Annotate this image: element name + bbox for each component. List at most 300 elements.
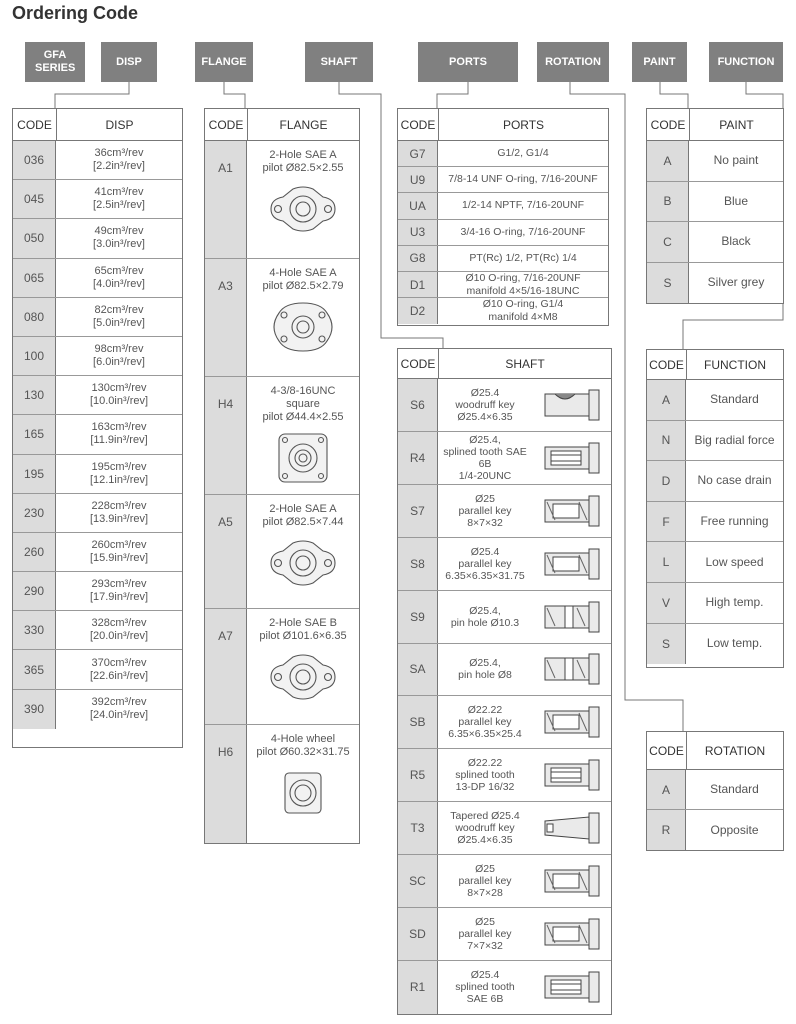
desc-line-1: 65cm³/rev xyxy=(94,264,144,277)
desc-line-1: 328cm³/rev xyxy=(91,617,147,630)
desc-line-2: [5.0in³/rev] xyxy=(93,316,145,329)
desc-line: 1/4-20UNC xyxy=(458,469,512,482)
desc-line: Ø25.4 xyxy=(470,969,500,982)
desc-cell xyxy=(438,298,608,324)
rotation-table-header xyxy=(647,732,783,770)
desc-line: woodruff key xyxy=(455,398,515,411)
parallel-key-shaft-icon xyxy=(532,855,611,907)
desc-cell xyxy=(438,485,532,537)
table-row xyxy=(13,533,182,572)
desc-cell xyxy=(438,749,532,801)
desc-line-2: [3.0in³/rev] xyxy=(93,238,145,251)
code-cell: T3 xyxy=(398,802,438,854)
desc-line: Ø25.4 xyxy=(470,545,500,558)
code-cell: U3 xyxy=(398,220,438,245)
desc-line-2: [6.0in³/rev] xyxy=(93,356,145,369)
code-cell: U9 xyxy=(398,167,438,192)
desc-cell xyxy=(56,141,182,179)
desc-line: pilot Ø60.32×31.75 xyxy=(256,746,350,758)
table-row xyxy=(13,376,182,415)
desc-line: pilot Ø82.5×2.55 xyxy=(262,162,344,174)
desc-cell: Low speed xyxy=(705,554,764,569)
table-row xyxy=(398,855,611,908)
table-row xyxy=(647,222,783,263)
desc-line-2: manifold 4×M8 xyxy=(488,311,558,324)
table-row xyxy=(398,193,608,219)
desc-line: pilot Ø82.5×7.44 xyxy=(262,516,344,528)
desc-cell xyxy=(438,167,608,192)
code-cell: A xyxy=(647,770,686,809)
desc-line-1: 370cm³/rev xyxy=(91,656,147,669)
code-cell: 230 xyxy=(13,494,56,532)
header-box-flange xyxy=(195,42,253,82)
desc-line: 13-DP 16/32 xyxy=(455,781,515,794)
desc-cell xyxy=(56,376,182,414)
table-row xyxy=(398,485,611,538)
table-row xyxy=(13,455,182,494)
woodruff-key-shaft-icon xyxy=(532,379,611,431)
code-cell: S6 xyxy=(398,379,438,431)
code-cell: A xyxy=(647,380,686,420)
header-box-series-label: GFA SERIES xyxy=(35,49,76,74)
desc-cell: High temp. xyxy=(705,595,764,610)
desc-line: pin hole Ø10.3 xyxy=(450,616,520,629)
desc-line-1: Ø10 O-ring, G1/4 xyxy=(482,298,564,311)
desc-line: 4-3/8-16UNC xyxy=(270,385,336,397)
code-cell: H4 xyxy=(205,377,247,494)
desc-line: 6.35×6.35×31.75 xyxy=(445,569,525,582)
table-row xyxy=(647,421,783,462)
desc-line-1: G1/2, G1/4 xyxy=(497,147,549,160)
code-cell: SC xyxy=(398,855,438,907)
desc-line-1: 163cm³/rev xyxy=(91,421,147,434)
desc-line: Ø22.22 xyxy=(467,757,503,770)
desc-lines xyxy=(451,605,519,629)
parallel-key-shaft-icon xyxy=(532,696,611,748)
desc-line: 8×7×28 xyxy=(467,887,503,900)
disp-table-header xyxy=(13,109,182,141)
table-row xyxy=(398,696,611,749)
shaft-table xyxy=(397,348,612,1015)
table-row xyxy=(647,182,783,223)
table-row xyxy=(13,259,182,298)
desc-line: pin hole Ø8 xyxy=(458,669,512,682)
desc-line: Ø25.4, xyxy=(469,657,501,670)
desc-line-1: 228cm³/rev xyxy=(91,499,147,512)
header-box-series xyxy=(25,42,85,82)
desc-lines xyxy=(458,493,511,529)
desc-line-1: 82cm³/rev xyxy=(94,303,144,316)
desc-line: Ø25 xyxy=(475,916,495,929)
desc-lines xyxy=(450,810,519,846)
desc-cell: Black xyxy=(721,234,751,249)
header-box-function xyxy=(709,42,783,82)
table-row xyxy=(647,502,783,543)
desc-cell xyxy=(56,219,182,257)
code-cell: D1 xyxy=(398,272,438,297)
desc-line-1: 98cm³/rev xyxy=(94,343,144,356)
desc-cell xyxy=(438,141,608,166)
table-row xyxy=(398,591,611,644)
table-row xyxy=(398,749,611,802)
desc-line-2: manifold 4×5/16-18UNC xyxy=(466,284,580,297)
desc-line: parallel key xyxy=(458,557,512,570)
code-cell: R xyxy=(647,810,686,850)
header-box-rotation-label: ROTATION xyxy=(545,55,601,68)
disp-rows xyxy=(13,141,182,729)
code-cell: R5 xyxy=(398,749,438,801)
desc-cell xyxy=(56,259,182,297)
code-cell: B xyxy=(647,182,689,222)
desc-line-2: [4.0in³/rev] xyxy=(93,277,145,290)
code-cell: R1 xyxy=(398,961,438,1014)
table-row xyxy=(13,337,182,376)
desc-line: 4-Hole SAE A xyxy=(269,267,337,279)
parallel-key-shaft-icon xyxy=(532,908,611,960)
desc-cell: Standard xyxy=(710,782,759,796)
table-row xyxy=(398,220,608,246)
desc-line: pilot Ø82.5×2.79 xyxy=(262,280,344,292)
desc-line-1: PT(Rc) 1/2, PT(Rc) 1/4 xyxy=(469,251,577,264)
header-box-shaft-label: SHAFT xyxy=(320,55,358,68)
desc-line-2: [24.0in³/rev] xyxy=(89,709,149,722)
table-row xyxy=(13,219,182,258)
desc-cell xyxy=(438,961,532,1014)
desc-line-1: 293cm³/rev xyxy=(91,578,147,591)
header-box-disp-label: DISP xyxy=(116,55,142,68)
desc-line-2: [13.9in³/rev] xyxy=(89,512,149,525)
desc-cell xyxy=(56,572,182,610)
table-row xyxy=(647,380,783,421)
desc-line: parallel key xyxy=(458,504,512,517)
ports-desc-header: PORTS xyxy=(502,117,545,132)
wheel-flange-icon xyxy=(265,765,341,825)
desc-line-1: 1/2-14 NPTF, 7/16-20UNF xyxy=(462,199,584,212)
square-flange-icon xyxy=(265,430,341,490)
desc-cell xyxy=(247,377,359,494)
desc-line-2: [17.9in³/rev] xyxy=(89,591,149,604)
table-row xyxy=(13,180,182,219)
desc-line-1: 260cm³/rev xyxy=(91,538,147,551)
code-cell: 036 xyxy=(13,141,56,179)
ports-rows xyxy=(398,141,608,324)
function-table xyxy=(646,349,784,668)
table-row xyxy=(205,141,359,259)
desc-line: Ø25.4×6.35 xyxy=(457,834,513,847)
header-box-ports xyxy=(418,42,518,82)
desc-cell: Free running xyxy=(700,514,769,529)
desc-line: 2-Hole SAE A xyxy=(269,503,337,515)
desc-cell xyxy=(438,272,608,297)
code-cell: UA xyxy=(398,193,438,218)
desc-line-2: [2.5in³/rev] xyxy=(93,199,145,212)
code-cell: D xyxy=(647,461,686,501)
table-row xyxy=(13,298,182,337)
ports-code-header: CODE xyxy=(398,109,439,140)
desc-line: 6.35×6.35×25.4 xyxy=(448,728,522,741)
pin-hole-shaft-icon xyxy=(532,644,611,696)
desc-lines xyxy=(458,657,512,681)
desc-line: parallel key xyxy=(458,716,512,729)
table-row xyxy=(13,690,182,729)
code-cell: L xyxy=(647,542,686,582)
function-desc-header: FUNCTION xyxy=(704,357,766,372)
two-hole-flange-icon xyxy=(265,535,341,595)
desc-lines xyxy=(458,916,511,952)
desc-cell xyxy=(438,802,532,854)
splined-shaft-icon xyxy=(532,432,611,484)
desc-cell xyxy=(438,379,532,431)
shaft-desc-header: SHAFT xyxy=(505,356,545,371)
code-cell: A5 xyxy=(205,495,247,608)
desc-cell xyxy=(438,538,532,590)
desc-line: splined tooth xyxy=(455,769,515,782)
desc-line-1: 392cm³/rev xyxy=(91,696,147,709)
desc-cell xyxy=(247,141,359,258)
paint-table-header xyxy=(647,109,783,141)
desc-cell: Low temp. xyxy=(706,636,763,651)
code-cell: D2 xyxy=(398,298,438,324)
paint-table xyxy=(646,108,784,304)
code-cell: 100 xyxy=(13,337,56,375)
desc-line: Ø22.22 xyxy=(467,704,503,717)
function-table-header xyxy=(647,350,783,380)
desc-cell xyxy=(56,494,182,532)
disp-desc-header: DISP xyxy=(105,117,134,132)
code-cell: 260 xyxy=(13,533,56,571)
table-row xyxy=(647,624,783,665)
shaft-code-header: CODE xyxy=(398,349,439,378)
desc-cell xyxy=(247,725,359,843)
desc-cell xyxy=(247,259,359,376)
page-title: Ordering Code xyxy=(12,3,139,23)
code-cell: A xyxy=(647,141,689,181)
code-cell: SA xyxy=(398,644,438,696)
desc-line-2: [12.1in³/rev] xyxy=(89,473,149,486)
code-cell: SB xyxy=(398,696,438,748)
table-row xyxy=(205,377,359,495)
splined-shaft-icon xyxy=(532,749,611,801)
desc-line: Ø25.4 xyxy=(470,386,500,399)
code-cell: V xyxy=(647,583,686,623)
code-cell: G7 xyxy=(398,141,438,166)
desc-cell xyxy=(56,415,182,453)
code-cell: A3 xyxy=(205,259,247,376)
desc-line: Ø25.4×6.35 xyxy=(457,410,513,423)
code-cell: 365 xyxy=(13,650,56,688)
code-cell: 290 xyxy=(13,572,56,610)
flange-table-header xyxy=(205,109,359,141)
ports-table xyxy=(397,108,609,326)
table-row xyxy=(205,725,359,843)
code-cell: 390 xyxy=(13,690,56,729)
two-hole-flange-icon xyxy=(265,181,341,241)
table-row xyxy=(13,650,182,689)
table-row xyxy=(647,461,783,502)
code-cell: 165 xyxy=(13,415,56,453)
desc-cell xyxy=(438,246,608,271)
code-cell: 195 xyxy=(13,455,56,493)
table-row xyxy=(647,770,783,810)
table-row xyxy=(13,141,182,180)
desc-cell xyxy=(56,337,182,375)
table-row xyxy=(13,494,182,533)
table-row xyxy=(205,495,359,609)
code-cell: 330 xyxy=(13,611,56,649)
code-cell: S8 xyxy=(398,538,438,590)
desc-line: splined tooth SAE 6B xyxy=(443,445,527,470)
shaft-table-header xyxy=(398,349,611,379)
code-cell: SD xyxy=(398,908,438,960)
desc-cell: Big radial force xyxy=(694,432,775,447)
code-cell: S xyxy=(647,263,689,304)
header-box-flange-label: FLANGE xyxy=(201,55,247,68)
table-row xyxy=(398,644,611,697)
header-box-function-label: FUNCTION xyxy=(717,55,775,68)
table-row xyxy=(398,432,611,485)
desc-line: 7×7×32 xyxy=(467,940,503,953)
desc-line: Ø25.4, xyxy=(469,433,501,446)
desc-cell xyxy=(56,650,182,688)
desc-line: Tapered Ø25.4 xyxy=(450,810,520,823)
function-rows xyxy=(647,380,783,664)
desc-cell: Blue xyxy=(723,193,749,208)
paint-rows xyxy=(647,141,783,303)
table-row xyxy=(398,961,611,1014)
rotation-table xyxy=(646,731,784,851)
code-cell: A1 xyxy=(205,141,247,258)
table-row xyxy=(647,263,783,304)
code-cell: F xyxy=(647,502,686,542)
desc-cell xyxy=(438,591,532,643)
desc-cell xyxy=(438,220,608,245)
rotation-desc-header: ROTATION xyxy=(704,743,766,758)
desc-cell xyxy=(56,611,182,649)
desc-cell: No case drain xyxy=(697,473,772,488)
ports-table-header xyxy=(398,109,608,141)
table-row xyxy=(13,611,182,650)
desc-cell: Silver grey xyxy=(707,275,765,290)
header-box-rotation xyxy=(537,42,609,82)
desc-line-2: [22.6in³/rev] xyxy=(89,669,149,682)
rotation-code-header: CODE xyxy=(647,732,687,769)
parallel-key-shaft-icon xyxy=(532,538,611,590)
desc-line-2: [11.9in³/rev] xyxy=(90,434,148,447)
desc-line: parallel key xyxy=(458,928,512,941)
code-cell: 065 xyxy=(13,259,56,297)
rotation-rows xyxy=(647,770,783,850)
desc-line: 8×7×32 xyxy=(467,516,503,529)
code-cell: S xyxy=(647,624,686,665)
desc-lines xyxy=(455,387,514,423)
desc-cell xyxy=(56,298,182,336)
desc-cell xyxy=(56,180,182,218)
desc-cell xyxy=(247,609,359,724)
desc-line-1: 41cm³/rev xyxy=(94,186,144,199)
tapered-shaft-icon xyxy=(532,802,611,854)
splined-shaft-icon xyxy=(532,961,611,1014)
desc-line-1: 3/4-16 O-ring, 7/16-20UNF xyxy=(460,225,586,238)
flange-code-header: CODE xyxy=(205,109,248,140)
desc-line: splined tooth xyxy=(455,981,515,994)
header-box-ports-label: PORTS xyxy=(449,55,487,68)
desc-cell: No paint xyxy=(713,153,759,168)
desc-line: woodruff key xyxy=(455,822,515,835)
disp-code-header: CODE xyxy=(13,109,57,140)
desc-line: SAE 6B xyxy=(466,993,504,1006)
desc-cell xyxy=(438,193,608,218)
desc-lines xyxy=(458,863,511,899)
desc-cell xyxy=(438,432,532,484)
four-hole-flange-icon xyxy=(265,299,341,359)
two-hole-flange-b-icon xyxy=(265,649,341,709)
desc-cell xyxy=(247,495,359,608)
paint-desc-header: PAINT xyxy=(719,117,754,132)
header-box-paint xyxy=(632,42,687,82)
table-row xyxy=(13,572,182,611)
code-cell: R4 xyxy=(398,432,438,484)
flange-rows xyxy=(205,141,359,843)
desc-line: Ø25 xyxy=(475,863,495,876)
desc-lines xyxy=(455,757,515,793)
desc-line: Ø25 xyxy=(475,492,495,505)
desc-line-2: [2.2in³/rev] xyxy=(93,160,145,173)
desc-cell xyxy=(438,908,532,960)
table-row xyxy=(647,583,783,624)
desc-line-1: 49cm³/rev xyxy=(94,225,144,238)
desc-cell xyxy=(56,690,182,729)
code-cell: C xyxy=(647,222,689,262)
table-row xyxy=(205,259,359,377)
code-cell: A7 xyxy=(205,609,247,724)
desc-line: 2-Hole SAE B xyxy=(269,617,337,629)
code-cell: S7 xyxy=(398,485,438,537)
header-box-shaft xyxy=(305,42,373,82)
desc-line: pilot Ø101.6×6.35 xyxy=(259,630,347,642)
code-cell: 045 xyxy=(13,180,56,218)
header-box-paint-label: PAINT xyxy=(643,55,676,68)
desc-cell xyxy=(438,696,532,748)
desc-cell: Opposite xyxy=(710,822,759,837)
flange-table xyxy=(204,108,360,844)
table-row xyxy=(398,908,611,961)
desc-line-1: 7/8-14 UNF O-ring, 7/16-20UNF xyxy=(448,173,598,186)
table-row xyxy=(398,141,608,167)
desc-cell xyxy=(56,533,182,571)
code-cell: 050 xyxy=(13,219,56,257)
table-row xyxy=(398,379,611,432)
table-row xyxy=(398,167,608,193)
desc-lines xyxy=(445,546,524,582)
desc-line-1: 36cm³/rev xyxy=(94,147,144,160)
flange-desc-header: FLANGE xyxy=(279,117,328,132)
desc-line-1: Ø10 O-ring, 7/16-20UNF xyxy=(465,271,581,284)
desc-line: square xyxy=(286,398,320,410)
shaft-rows xyxy=(398,379,611,1014)
desc-cell: Standard xyxy=(710,392,759,407)
pin-hole-shaft-icon xyxy=(532,591,611,643)
table-row xyxy=(398,272,608,298)
desc-line-2: [10.0in³/rev] xyxy=(89,395,149,408)
desc-lines xyxy=(438,434,532,482)
desc-line-2: [15.9in³/rev] xyxy=(89,551,149,564)
function-code-header: CODE xyxy=(647,350,687,379)
parallel-key-shaft-icon xyxy=(532,485,611,537)
code-cell: 130 xyxy=(13,376,56,414)
desc-line: pilot Ø44.4×2.55 xyxy=(262,411,344,423)
disp-table xyxy=(12,108,183,748)
table-row xyxy=(205,609,359,725)
